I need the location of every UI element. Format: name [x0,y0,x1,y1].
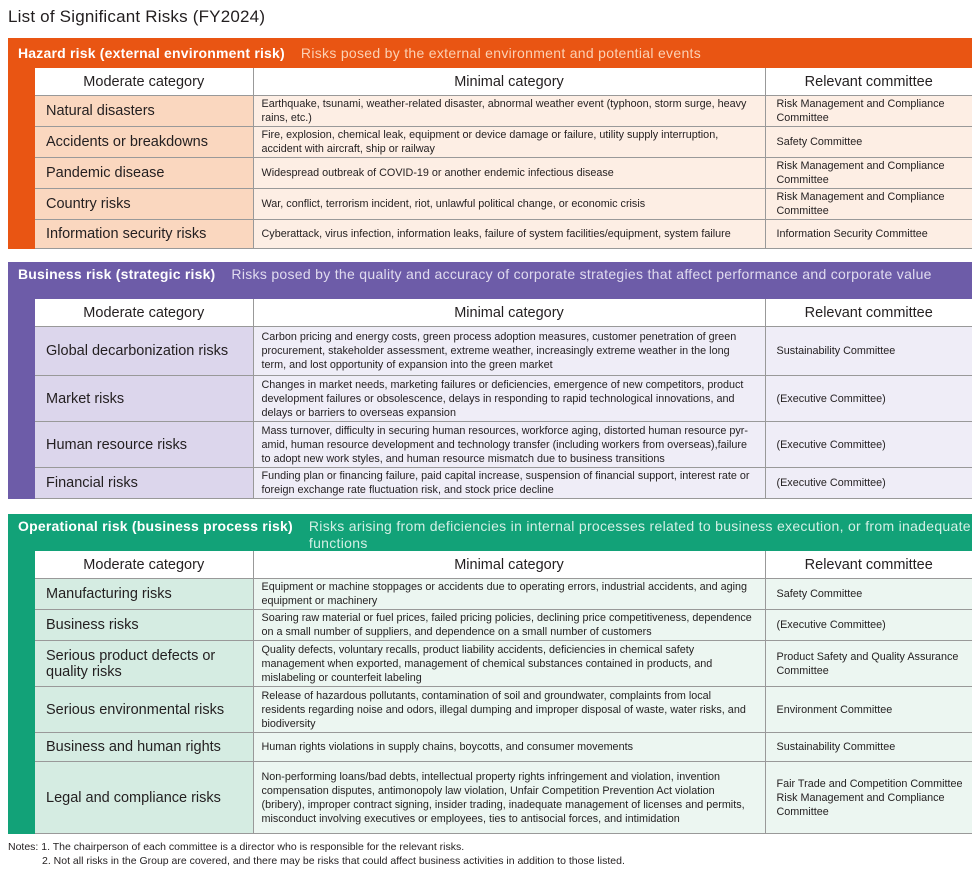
table-row [35,158,972,189]
table-row [35,641,972,687]
committee-line: Fair Trade and Competition Committee [776,777,963,790]
minimal-cell: Changes in market needs, marketing failures or deficiencies, emergence of new competitors, product development failures or obsolescence, delays in responding to rapid technological innovations, and delays or barriers to overseas expansion [253,376,765,422]
section-name: Hazard risk (external environment risk) [18,45,285,61]
moderate-cell: Information security risks [35,220,253,249]
minimal-cell: Equipment or machine stoppages or accidents due to operating errors, industrial accidents, and aging equipment or machinery [253,579,765,610]
table-header-row [35,299,972,327]
committee-line: Risk Management and Compliance Committee [776,791,945,818]
notes [8,840,625,868]
section-name: Business risk (strategic risk) [18,266,216,282]
table-row [35,687,972,733]
table-header-row [35,551,972,579]
moderate-cell: Human resource risks [35,422,253,468]
moderate-cell: Business and human rights [35,733,253,762]
committee-cell: Risk Management and Compliance Committee [765,189,972,220]
committee-cell: Risk Management and Compliance Committee [765,96,972,127]
moderate-cell: Serious product defects or quality risks [35,641,253,687]
moderate-cell: Country risks [35,189,253,220]
committee-cell: Sustainability Committee [765,327,972,376]
committee-cell: (Executive Committee) [765,422,972,468]
note-2: 2. Not all risks in the Group are covered, and there may be risks that could affect business activities in addition to those listed. [42,855,625,867]
column-header-moderate: Moderate category [35,68,253,96]
moderate-cell: Financial risks [35,468,253,499]
committee-cell [765,762,972,834]
column-header-committee: Relevant committee [765,299,972,327]
minimal-cell: Human rights violations in supply chains, boycotts, and consumer movements [253,733,765,762]
minimal-cell: Widespread outbreak of COVID-19 or another endemic infectious disease [253,158,765,189]
minimal-cell: Non-performing loans/bad debts, intellectual property rights infringement and violation, invention compensation disputes, antimonopoly law violation, Unfair Competition Prevention Act violation (bribery), improper contract signing, insider trading, inadequate management of licenses and permits, misconduct involving executives or employees, ties to antisocial forces, and intimidation [253,762,765,834]
committee-cell: Safety Committee [765,579,972,610]
table-row [35,327,972,376]
committee-cell: Environment Committee [765,687,972,733]
table-row [35,376,972,422]
committee-cell: Risk Management and Compliance Committee [765,158,972,189]
table-row [35,422,972,468]
column-header-minimal: Minimal category [253,68,765,96]
table-row [35,96,972,127]
section-header [8,262,972,299]
column-header-moderate: Moderate category [35,551,253,579]
table-header-row [35,68,972,96]
note-1: Notes: 1. The chairperson of each committee is a director who is responsible for the relevant risks. [8,841,465,853]
minimal-cell: Carbon pricing and energy costs, green process adoption measures, customer penetration of green procurement, stakeholder assessment, extreme weather, increasingly extreme weather in the long term, and lost opportunity of expansion into the green market [253,327,765,376]
table-row [35,733,972,762]
table-row [35,127,972,158]
risk-table [35,299,972,499]
moderate-cell: Accidents or breakdowns [35,127,253,158]
minimal-cell: Cyberattack, virus infection, information leaks, failure of system facilities/equipment, system failure [253,220,765,249]
column-header-committee: Relevant committee [765,551,972,579]
minimal-cell: War, conflict, terrorism incident, riot, unlawful political change, or economic crisis [253,189,765,220]
moderate-cell: Legal and compliance risks [35,762,253,834]
committee-cell: Product Safety and Quality Assurance Committee [765,641,972,687]
column-header-moderate: Moderate category [35,299,253,327]
column-header-committee: Relevant committee [765,68,972,96]
moderate-cell: Market risks [35,376,253,422]
moderate-cell: Serious environmental risks [35,687,253,733]
moderate-cell: Manufacturing risks [35,579,253,610]
table-row [35,610,972,641]
committee-cell: Information Security Committee [765,220,972,249]
hazard-risk-section [8,38,972,249]
moderate-cell: Pandemic disease [35,158,253,189]
business-risk-section [8,262,972,499]
section-description: Risks posed by the quality and accuracy of corporate strategies that affect performance and corporate value [231,266,932,282]
minimal-cell: Funding plan or financing failure, paid capital increase, suspension of financial support, interest rate or foreign exchange rate fluctuation risk, and stock price decline [253,468,765,499]
minimal-cell: Soaring raw material or fuel prices, failed pricing policies, declining price competitiveness, dependence on a small number of suppliers, and dependence on a small number of customers [253,610,765,641]
operational-risk-section [8,514,972,834]
section-header [8,514,972,551]
risk-table [35,68,972,249]
column-header-minimal: Minimal category [253,299,765,327]
committee-cell: Safety Committee [765,127,972,158]
minimal-cell: Quality defects, voluntary recalls, product liability accidents, deficiencies in chemical safety management when exported, management of chemical substances contained in products, and mislabeling or counterfeit labeling [253,641,765,687]
moderate-cell: Business risks [35,610,253,641]
section-description: Risks arising from deficiencies in internal processes related to business execution, or from inadequate functions [308,518,971,551]
minimal-cell: Earthquake, tsunami, weather-related disaster, abnormal weather event (typhoon, storm surge, heavy rains, etc.) [253,96,765,127]
table-row [35,468,972,499]
table-row [35,189,972,220]
section-header [8,38,972,68]
committee-cell: (Executive Committee) [765,376,972,422]
section-description: Risks posed by the external environment and potential events [300,45,702,61]
committee-cell: (Executive Committee) [765,468,972,499]
minimal-cell: Fire, explosion, chemical leak, equipment or device damage or failure, utility supply interruption, accident with aircraft, ship or railway [253,127,765,158]
committee-cell: (Executive Committee) [765,610,972,641]
column-header-minimal: Minimal category [253,551,765,579]
table-row [35,579,972,610]
moderate-cell: Natural disasters [35,96,253,127]
page-title: List of Significant Risks (FY2024) [8,7,266,26]
committee-cell: Sustainability Committee [765,733,972,762]
table-row [35,762,972,834]
section-name: Operational risk (business process risk) [18,518,293,534]
risk-table [35,551,972,834]
minimal-cell: Release of hazardous pollutants, contamination of soil and groundwater, complaints from local residents regarding noise and odors, illegal dumping and improper disposal of waste, water risks, and biodiversity [253,687,765,733]
moderate-cell: Global decarbonization risks [35,327,253,376]
table-row [35,220,972,249]
minimal-cell: Mass turnover, difficulty in securing human resources, workforce aging, distorted human resource pyr-amid, human resource development and technology transfer (including workers from overseas),failure to adopt new work styles, and human resource mismatch due to business transitions [253,422,765,468]
